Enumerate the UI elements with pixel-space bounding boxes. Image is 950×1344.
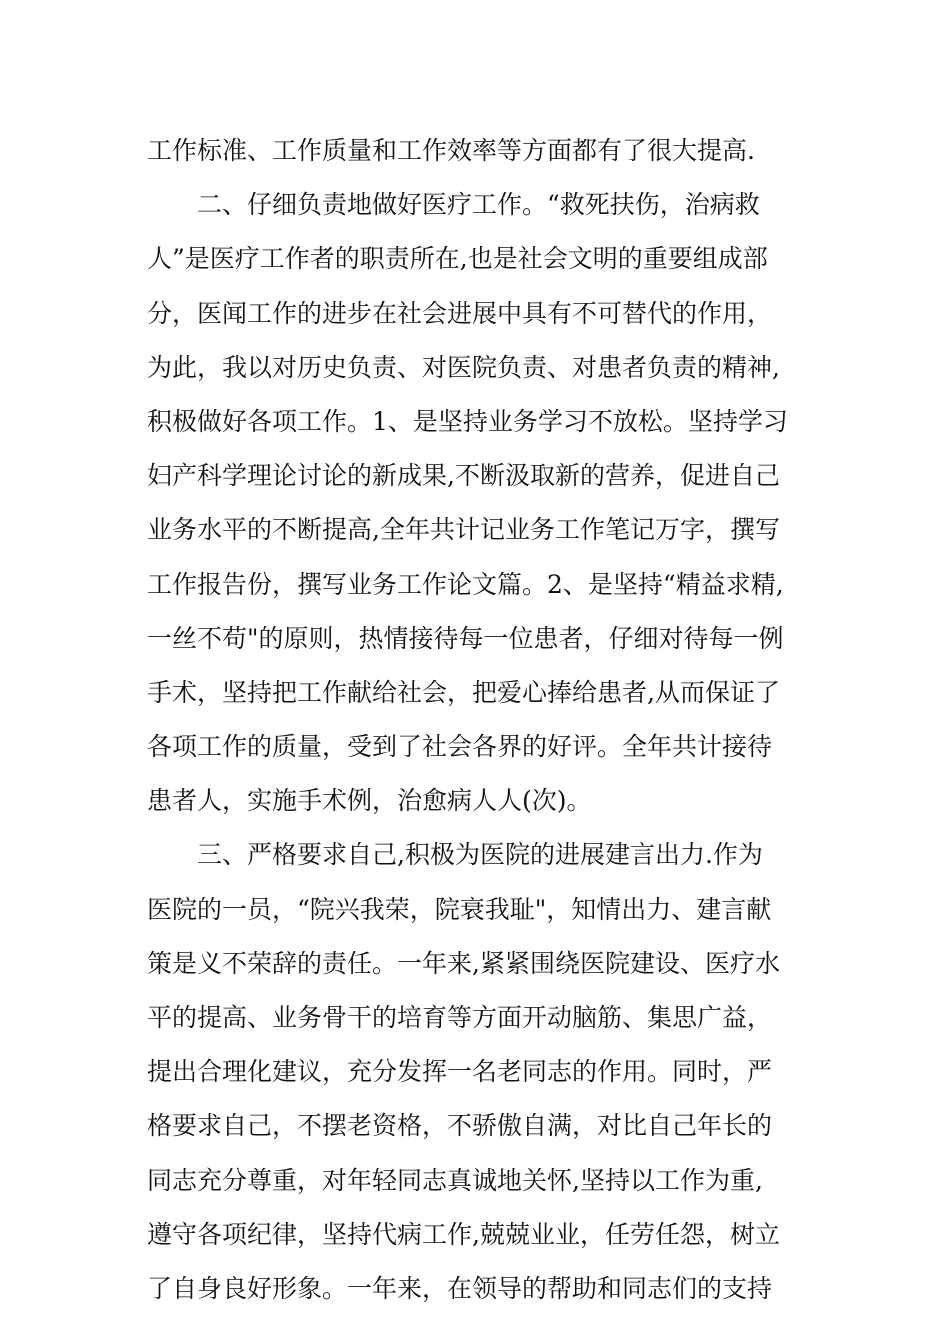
text-line-1: 工作标准、工作质量和工作效率等方面都有了很大提高. [147, 136, 755, 165]
text-line-4: 分，医闻工作的进步在社会进展中具有不可替代的作用， [147, 298, 773, 328]
text-line-20: 同志充分尊重，对年轻同志真诚地关怀,坚持以工作为重, [147, 1165, 763, 1195]
text-line-8: 业务水平的不断提高,全年共计记业务工作笔记万字，撰写 [147, 515, 780, 545]
text-line-22: 了自身良好形象。一年来，在领导的帮助和同志们的支持 [147, 1273, 773, 1303]
text-line-13: 患者人，实施手术例，治愈病人人(次)。 [147, 786, 592, 816]
text-line-17: 平的提高、业务骨干的培育等方面开动脑筋、集思广益， [147, 1003, 773, 1032]
text-line-14: 三、严格要求自己,积极为医院的进展建言出力.作为 [197, 840, 763, 870]
text-line-10: 一丝不苟"的原则，热情接待每一位患者，仔细对待每一例 [147, 623, 784, 653]
text-line-3: 人”是医疗工作者的职责所在,也是社会文明的重要组成部 [147, 244, 768, 274]
text-line-2: 二、仔细负责地做好医疗工作。“救死扶伤，治病救 [197, 190, 760, 220]
text-line-12: 各项工作的质量，受到了社会各界的好评。全年共计接待 [147, 732, 773, 762]
text-line-11: 手术，坚持把工作献给社会，把爱心捧给患者,从而保证了 [147, 677, 780, 707]
text-line-19: 格要求自己，不摆老资格，不骄傲自满，对比自己年长的 [147, 1111, 773, 1141]
text-line-21: 遵守各项纪律，坚持代病工作,兢兢业业，任劳任怨，树立 [147, 1219, 780, 1249]
text-line-16: 策是义不荣辞的责任。一年来,紧紧围绕医院建设、医疗水 [147, 948, 780, 978]
text-line-15: 医院的一员，“院兴我荣，院衰我耻"，知情出力、建言献 [147, 894, 772, 924]
body-text [147, 124, 807, 1316]
text-line-5: 为此，我以对历史负责、对医院负责、对患者负责的精神, [147, 352, 780, 382]
text-line-6: 积极做好各项工作。1、是坚持业务学习不放松。坚持学习 [147, 406, 788, 436]
text-line-9: 工作报告份，撰写业务工作论文篇。2、是坚持“精益求精, [147, 569, 784, 599]
text-line-18: 提出合理化建议，充分发挥一名老同志的作用。同时，严 [147, 1057, 773, 1087]
text-line-7: 妇产科学理论讨论的新成果,不断汲取新的营养，促进自己 [147, 461, 780, 491]
